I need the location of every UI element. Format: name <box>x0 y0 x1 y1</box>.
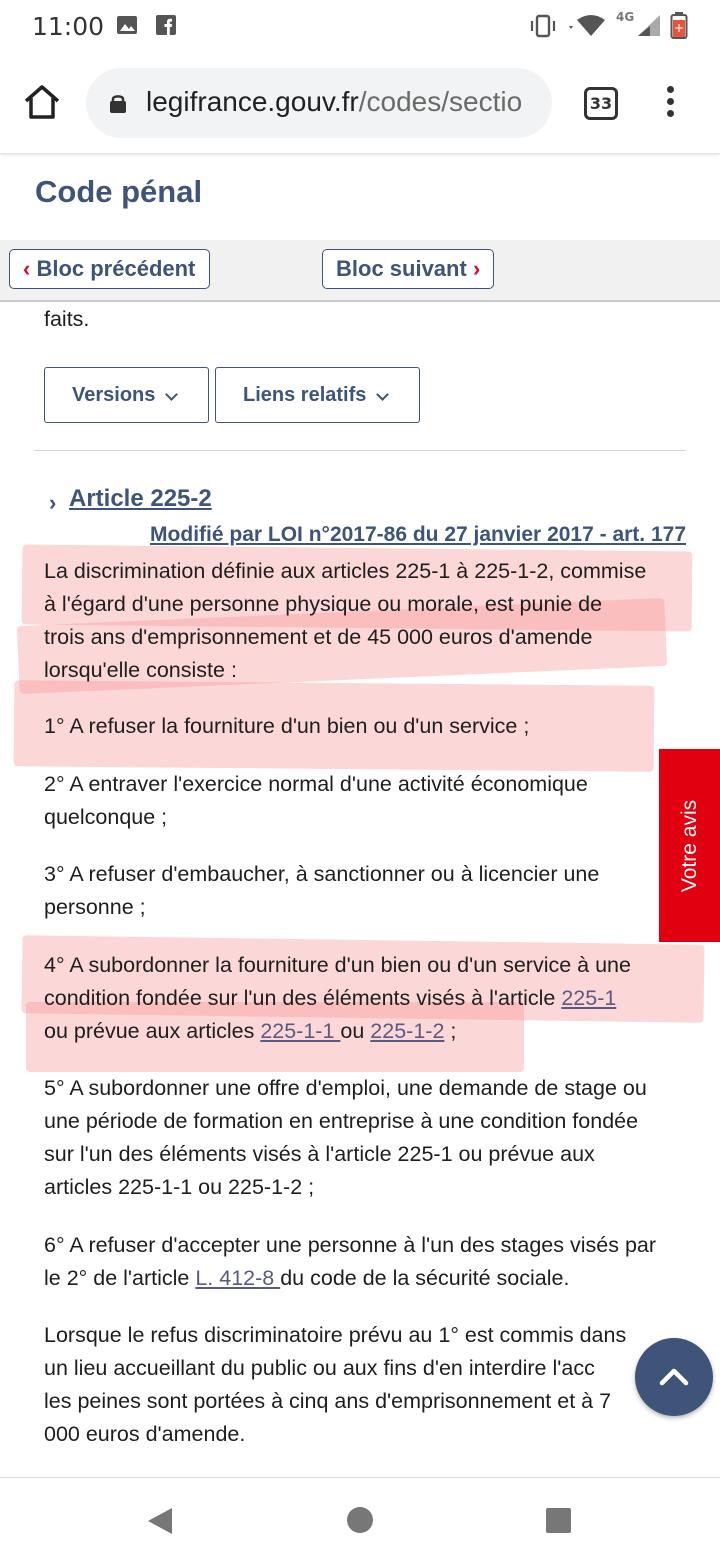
previous-bloc-label: Bloc précédent <box>36 256 196 281</box>
article-item-1 <box>44 710 694 743</box>
chevron-right-icon: › <box>472 256 481 281</box>
text-line <box>44 982 694 1015</box>
versions-label: Versions <box>72 384 156 406</box>
network-type: 4G <box>616 10 635 24</box>
status-time: 11:00 <box>32 12 105 41</box>
text-line: 1° A refuser la fourniture d'un bien ou d'un service ; <box>44 714 530 738</box>
liens-relatifs-label: Liens relatifs <box>243 384 367 406</box>
text-line: 000 euros d'amende. <box>44 1422 246 1446</box>
lock-icon <box>108 92 128 114</box>
chevron-down-icon <box>376 388 389 401</box>
next-bloc-button[interactable] <box>322 249 494 289</box>
page-title: Code pénal <box>35 174 203 209</box>
facebook-notification-icon <box>155 14 177 36</box>
text-line: La discrimination définie aux articles 225-1 à 225-1-2, commise <box>44 559 647 583</box>
article-expand-chevron-icon[interactable]: › <box>49 490 57 515</box>
address-bar[interactable] <box>86 68 552 138</box>
text-line: un lieu accueillant du public ou aux fins d'en interdire l'acc <box>44 1356 595 1380</box>
more-menu-icon[interactable] <box>660 86 680 122</box>
chevron-up-icon <box>635 1338 713 1416</box>
vibrate-icon <box>528 14 558 38</box>
scroll-to-top-button[interactable] <box>635 1338 713 1416</box>
liens-relatifs-dropdown[interactable] <box>215 367 420 423</box>
article-intro <box>44 555 694 687</box>
url-path: /codes/sectio <box>358 86 523 117</box>
text-segment: condition fondée sur l'un des éléments visés à l'article <box>44 986 562 1010</box>
text-line: 2° A entraver l'exercice normal d'une activité économique <box>44 772 588 796</box>
text-segment: ou prévue aux articles <box>44 1019 261 1043</box>
text-segment: du code de la sécurité sociale. <box>280 1266 570 1290</box>
modification-link[interactable]: Modifié par LOI n°2017-86 du 27 janvier 2017 - art. 177 <box>150 523 686 546</box>
cell-signal-icon <box>636 14 662 38</box>
text-line: les peines sont portées à cinq ans d'emprisonnement et à 7 <box>44 1389 612 1413</box>
article-final-paragraph <box>44 1319 664 1451</box>
previous-bloc-button[interactable] <box>9 249 210 289</box>
article-item-5 <box>44 1072 694 1204</box>
chevron-left-icon: ‹ <box>23 256 31 281</box>
text-line: Lorsque le refus discriminatoire prévu au 1° est commis dans <box>44 1323 627 1347</box>
text-line: quelconque ; <box>44 805 168 829</box>
previous-article-tail: faits. <box>44 307 90 331</box>
text-line: articles 225-1-1 ou 225-1-2 ; <box>44 1175 315 1199</box>
divider <box>34 450 686 451</box>
text-segment: le 2° de l'article <box>44 1266 196 1290</box>
article-225-1-2-link[interactable]: 225-1-2 <box>370 1019 445 1043</box>
text-line <box>44 1262 694 1295</box>
text-line: 5° A subordonner une offre d'emploi, une demande de stage ou <box>44 1076 647 1100</box>
text-line: à l'égard d'une personne physique ou morale, est punie de <box>44 592 603 616</box>
text-line: personne ; <box>44 895 146 919</box>
svg-text:+: + <box>673 21 685 35</box>
status-bar <box>0 0 720 52</box>
text-line: trois ans d'emprisonnement et de 45 000 euros d'amende <box>44 625 593 649</box>
text-line: lorsqu'elle consiste : <box>44 658 237 682</box>
article-item-4 <box>44 949 694 1048</box>
chevron-down-icon <box>165 388 178 401</box>
article-225-1-link[interactable]: 225-1 <box>561 986 617 1010</box>
home-icon[interactable] <box>22 82 62 122</box>
article-item-6 <box>44 1229 694 1295</box>
text-line <box>44 1015 694 1048</box>
article-item-2 <box>44 768 694 834</box>
article-l412-8-link[interactable]: L. 412-8 <box>195 1266 281 1290</box>
back-icon[interactable] <box>146 1506 174 1536</box>
system-navigation-bar <box>0 1477 720 1560</box>
battery-icon <box>670 12 688 40</box>
feedback-label: Votre avis <box>677 799 701 892</box>
url-text[interactable] <box>146 86 542 118</box>
text-line: 3° A refuser d'embaucher, à sanctionner ou à licencier une <box>44 862 600 886</box>
wifi-icon <box>566 14 606 38</box>
text-line: une période de formation en entreprise à une condition fondée <box>44 1109 639 1133</box>
article-title-link[interactable]: Article 225-2 <box>69 485 212 512</box>
versions-dropdown[interactable] <box>44 367 209 423</box>
url-host: legifrance.gouv.fr <box>146 86 359 117</box>
home-circle-icon[interactable] <box>346 1506 374 1534</box>
text-segment: ou <box>340 1019 371 1043</box>
recents-icon[interactable] <box>545 1507 572 1534</box>
text-line: 4° A subordonner la fourniture d'un bien ou d'un service à une <box>44 953 631 977</box>
tab-switcher-button[interactable]: 33 <box>584 87 618 120</box>
text-line: 6° A refuser d'accepter une personne à l'un des stages visés par <box>44 1233 657 1257</box>
article-225-1-1-link[interactable]: 225-1-1 <box>260 1019 341 1043</box>
text-line: sur l'un des éléments visés à l'article 225-1 ou prévue aux <box>44 1142 595 1166</box>
browser-toolbar <box>0 52 720 154</box>
next-bloc-label: Bloc suivant <box>336 256 467 281</box>
bloc-navigation <box>0 240 720 302</box>
text-segment: ; <box>444 1019 457 1043</box>
article-item-3 <box>44 858 694 924</box>
gallery-notification-icon <box>116 14 138 36</box>
feedback-tab[interactable] <box>659 749 720 942</box>
